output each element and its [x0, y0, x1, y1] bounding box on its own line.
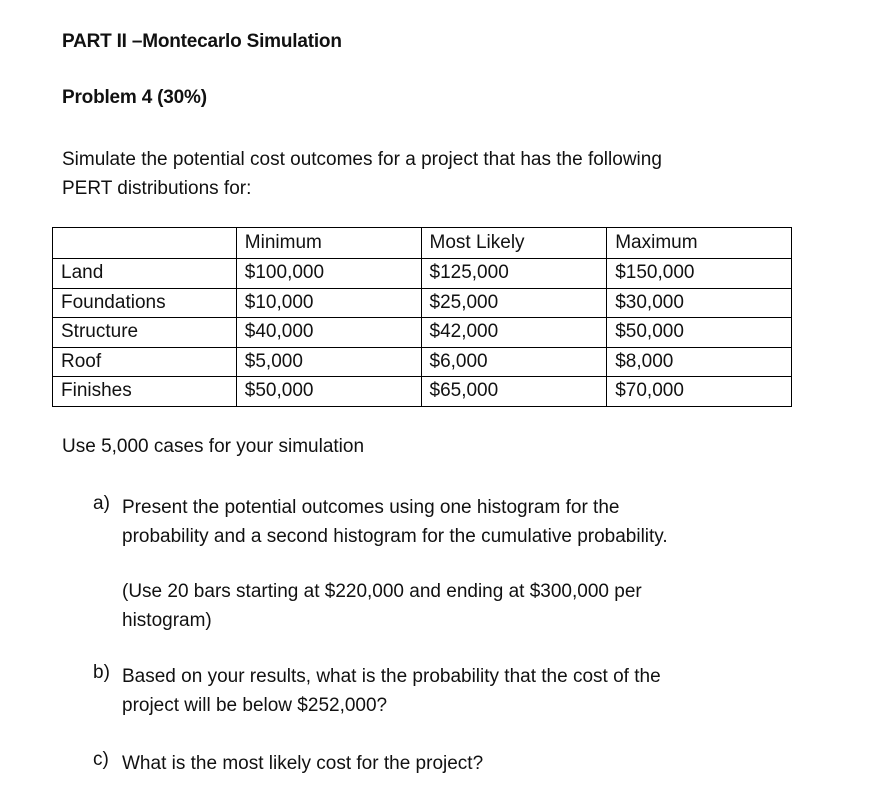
- row-minimum: $10,000: [236, 288, 421, 318]
- row-most-likely: $65,000: [421, 377, 607, 407]
- question-a-line-1: Present the potential outcomes using one histogram for the: [122, 497, 620, 518]
- row-item: Structure: [53, 318, 237, 348]
- question-a-note-line-1: (Use 20 bars starting at $220,000 and ending at $300,000 per: [122, 581, 642, 602]
- row-item: Finishes: [53, 377, 237, 407]
- row-most-likely: $42,000: [421, 318, 607, 348]
- table-row: [53, 377, 792, 407]
- table-row: [53, 347, 792, 377]
- question-b-line-1: Based on your results, what is the probability that the cost of the: [122, 666, 661, 687]
- row-minimum: $40,000: [236, 318, 421, 348]
- table-row: [53, 288, 792, 318]
- row-maximum: $50,000: [607, 318, 792, 348]
- question-a-letter: a): [93, 493, 110, 514]
- problem-title: Problem 4 (30%): [62, 87, 207, 108]
- row-maximum: $150,000: [607, 259, 792, 289]
- row-most-likely: $125,000: [421, 259, 607, 289]
- question-b-letter: b): [93, 662, 110, 683]
- intro-line-2: PERT distributions for:: [62, 178, 252, 199]
- question-a-line-2: probability and a second histogram for the cumulative probability.: [122, 526, 668, 547]
- row-item: Land: [53, 259, 237, 289]
- question-a-note: [122, 577, 642, 635]
- row-most-likely: $6,000: [421, 347, 607, 377]
- header-most-likely: Most Likely: [421, 228, 607, 259]
- row-most-likely: $25,000: [421, 288, 607, 318]
- row-maximum: $8,000: [607, 347, 792, 377]
- header-minimum: Minimum: [236, 228, 421, 259]
- row-minimum: $100,000: [236, 259, 421, 289]
- use-cases-text: Use 5,000 cases for your simulation: [62, 436, 365, 457]
- question-a-note-line-2: histogram): [122, 610, 212, 631]
- part-title: PART II –Montecarlo Simulation: [62, 31, 342, 52]
- pert-table: [52, 227, 792, 407]
- row-item: Foundations: [53, 288, 237, 318]
- header-item: [53, 228, 237, 259]
- intro-paragraph: [62, 145, 662, 203]
- row-minimum: $5,000: [236, 347, 421, 377]
- row-item: Roof: [53, 347, 237, 377]
- question-a-text: [122, 493, 668, 551]
- header-maximum: Maximum: [607, 228, 792, 259]
- table-row: [53, 259, 792, 289]
- question-b-text: [122, 662, 661, 720]
- row-maximum: $70,000: [607, 377, 792, 407]
- table-header-row: [53, 228, 792, 259]
- row-minimum: $50,000: [236, 377, 421, 407]
- intro-line-1: Simulate the potential cost outcomes for a project that has the following: [62, 149, 662, 170]
- question-c-line-1: What is the most likely cost for the project?: [122, 753, 484, 774]
- question-c-letter: c): [93, 749, 109, 770]
- question-b-line-2: project will be below $252,000?: [122, 695, 388, 716]
- question-c-text: [122, 749, 483, 778]
- table-row: [53, 318, 792, 348]
- row-maximum: $30,000: [607, 288, 792, 318]
